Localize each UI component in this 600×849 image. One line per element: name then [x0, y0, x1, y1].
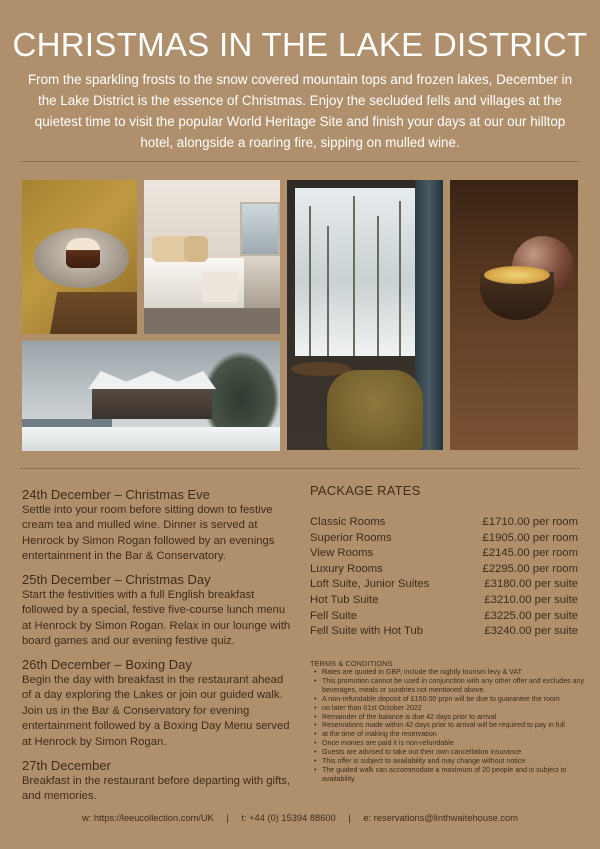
rate-row	[310, 593, 578, 609]
rate-room-name: Loft Suite, Junior Suites	[310, 578, 430, 591]
rate-price: £1710.00 per room	[482, 516, 578, 528]
rate-price: £3180.00 per suite	[484, 578, 578, 591]
snow-shape	[22, 427, 280, 451]
terms-item: • This promotion cannot be used in conjunction with any other offer and excludes any beverages, meals or sundries not mentioned above.	[322, 677, 594, 695]
pillow-shape	[184, 236, 208, 262]
tree-trunk	[377, 216, 379, 356]
day-text: Breakfast in the restaurant before departing with gifts, and memories.	[22, 775, 291, 803]
window-shape	[240, 202, 280, 256]
terms-item: • A non-refundable deposit of £150.00 prpn will be due to guarantee the room	[322, 695, 594, 704]
roof-shape	[88, 371, 216, 389]
food-shape	[484, 266, 550, 284]
day-title: 24th December – Christmas Eve	[22, 487, 210, 502]
itinerary-day	[22, 757, 294, 805]
throw-shape	[202, 272, 238, 302]
itinerary-day	[22, 486, 294, 565]
day-text: Start the festivities with a full English breakfast followed by a special, festive five-course lunch menu at Henrock by Simon Rogan. Relax in our lounge with board games and our evening festive quiz.	[22, 589, 291, 648]
rate-row	[310, 624, 578, 640]
rate-price: £2295.00 per room	[482, 562, 578, 575]
rate-room-name: Fell Suite with Hot Tub	[310, 625, 424, 638]
terms-item: • no later than 01st October 2022	[322, 704, 594, 713]
rate-row	[310, 562, 578, 578]
day-title: 26th December – Boxing Day	[22, 657, 192, 672]
terms-item: • The guided walk can accommodate a maximum of 20 people and is subject to availability	[322, 766, 594, 784]
cake-shape	[66, 238, 100, 268]
bowl-photo	[450, 180, 578, 450]
tree-trunk	[327, 226, 329, 356]
tree-trunk	[353, 196, 355, 356]
terms-item: • This offer is subject to availability and may change without notice.	[322, 757, 594, 766]
terms-item: • at the time of making the reservation	[322, 730, 594, 739]
rate-room-name: Hot Tub Suite	[310, 593, 379, 606]
day-title: 27th December	[22, 758, 111, 773]
day-text: Begin the day with breakfast in the restaurant ahead of a day exploring the Lakes or join our guided walk. Join us in the Bar & Conservatory for evening entertainment followed by a Boxing Day Menu served at Henrock by Simon Rogan.	[22, 674, 290, 748]
rate-row	[310, 515, 578, 531]
rate-price: £3225.00 per suite	[484, 609, 578, 622]
tree-trunk	[309, 206, 311, 356]
snowy-window-shape	[295, 188, 417, 356]
terms-list	[310, 668, 594, 784]
dessert-photo	[22, 180, 137, 334]
rate-price: £3240.00 per suite	[484, 625, 578, 638]
trees-shape	[202, 351, 280, 431]
rate-price: £2145.00 per room	[482, 547, 578, 560]
table-shape	[47, 292, 137, 334]
rate-room-name: View Rooms	[310, 547, 374, 560]
itinerary-day	[22, 571, 294, 650]
page-title: CHRISTMAS IN THE LAKE DISTRICT	[12, 26, 588, 63]
day-text: Settle into your room before sitting down to festive cream tea and mulled wine. Dinner is served at Henrock by Simon Rogan followed by an evenings entertainment in the Bar & Conservatory.	[22, 504, 275, 563]
website-link[interactable]: w: https://leeucollection.com/UK	[82, 813, 214, 823]
rate-row	[310, 577, 578, 593]
snowy-hotel-photo	[22, 341, 280, 451]
rate-row	[310, 546, 578, 562]
rate-row	[310, 531, 578, 547]
terms-item: • Reservations made within 42 days prior to arrival will be required to pay in full	[322, 721, 594, 730]
top-divider	[20, 161, 580, 162]
floor-shape	[144, 308, 280, 334]
hotel-shape	[92, 385, 212, 419]
footer-separator: |	[348, 813, 351, 823]
rate-room-name: Luxury Rooms	[310, 562, 383, 575]
terms-item: • Rates are quoted in GBP, include the nightly tourism levy & VAT	[322, 668, 594, 677]
rate-room-name: Superior Rooms	[310, 531, 392, 544]
window-view-photo	[287, 180, 443, 450]
rate-room-name: Classic Rooms	[310, 516, 386, 528]
middle-divider	[20, 468, 580, 469]
phone-link[interactable]: t: +44 (0) 15394 88600	[241, 813, 336, 823]
armchair-shape	[327, 370, 423, 450]
rate-price: £1905.00 per room	[482, 531, 578, 544]
terms-item: • Once monies are paid it is non-refundable	[322, 739, 594, 748]
rate-row	[310, 609, 578, 625]
contact-footer	[0, 813, 600, 823]
intro-paragraph: From the sparkling frosts to the snow covered mountain tops and frozen lakes, December in the Lake District is the essence of Christmas. Enjoy the secluded fells and villages at the quietest time to visit the popular World Heritage Site and finish your days at our our hilltop hotel, alongside a roaring fire, sipping on mulled wine.	[27, 72, 573, 150]
bedroom-photo	[144, 180, 280, 334]
email-link[interactable]: e: reservations@linthwaitehouse.com	[363, 813, 518, 823]
tree-trunk	[399, 201, 401, 356]
rates-table	[310, 515, 578, 640]
terms-item: • Remainder of the balance is due 42 days prior to arrival	[322, 713, 594, 722]
package-rates-heading: PACKAGE RATES	[310, 483, 421, 498]
itinerary-day	[22, 656, 294, 750]
terms-heading: TERMS & CONDITIONS	[310, 659, 393, 668]
terms-item: • Guests are advised to take out their own cancellation insurance	[322, 748, 594, 757]
day-title: 25th December – Christmas Day	[22, 572, 211, 587]
rate-room-name: Fell Suite	[310, 609, 358, 622]
footer-separator: |	[226, 813, 229, 823]
rate-price: £3210.00 per suite	[484, 593, 578, 606]
